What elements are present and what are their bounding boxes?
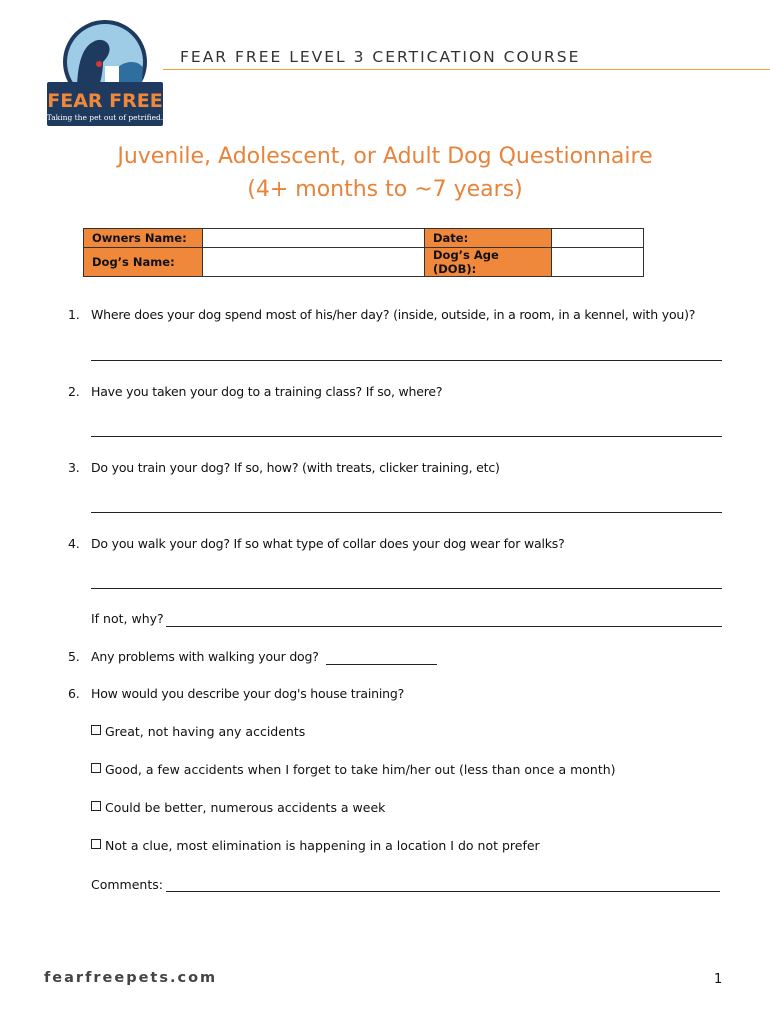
q4-followup-line[interactable] xyxy=(166,626,722,627)
answer-line-5[interactable] xyxy=(326,664,437,665)
date-field[interactable] xyxy=(552,229,644,248)
fear-free-logo xyxy=(47,18,163,130)
question-number: 2. xyxy=(68,384,80,399)
dogs-name-field[interactable] xyxy=(203,248,425,277)
comments-label: Comments: xyxy=(91,877,163,892)
question-number: 5. xyxy=(68,649,80,664)
question-text: Do you train your dog? If so, how? (with treats, clicker training, etc) xyxy=(91,460,500,475)
option-label: Good, a few accidents when I forget to take him/her out (less than once a month) xyxy=(105,762,616,777)
checkbox-icon[interactable] xyxy=(91,763,101,773)
answer-line-1[interactable] xyxy=(91,360,722,361)
question-6 xyxy=(68,686,404,701)
dogs-name-label: Dog’s Name: xyxy=(84,248,203,277)
checkbox-icon[interactable] xyxy=(91,801,101,811)
comments-line[interactable] xyxy=(166,891,720,892)
question-text: Do you walk your dog? If so what type of collar does your dog wear for walks? xyxy=(91,536,565,551)
table-row xyxy=(84,229,644,248)
footer-website: fearfreepets.com xyxy=(44,970,218,986)
document-subtitle: (4+ months to ~7 years) xyxy=(247,177,523,202)
checkbox-icon[interactable] xyxy=(91,725,101,735)
option-good[interactable] xyxy=(91,762,616,777)
option-label: Great, not having any accidents xyxy=(105,724,306,739)
course-title: FEAR FREE LEVEL 3 CERTICATION COURSE xyxy=(180,48,581,66)
question-text: Have you taken your dog to a training class? If so, where? xyxy=(91,384,443,399)
page-number: 1 xyxy=(714,972,723,987)
header-divider xyxy=(163,69,770,70)
document-title: Juvenile, Adolescent, or Adult Dog Questionnaire xyxy=(117,144,653,169)
dogs-age-field[interactable] xyxy=(552,248,644,277)
option-could-be-better[interactable] xyxy=(91,800,385,815)
question-text: How would you describe your dog's house training? xyxy=(91,686,405,701)
logo-tagline: Taking the pet out of petrified. xyxy=(47,113,163,122)
dogs-age-label: Dog’s Age (DOB): xyxy=(425,248,552,277)
option-label: Could be better, numerous accidents a week xyxy=(105,800,386,815)
question-number: 3. xyxy=(68,460,80,475)
question-5 xyxy=(68,649,319,664)
table-row xyxy=(84,248,644,277)
question-4 xyxy=(68,536,565,551)
answer-line-3[interactable] xyxy=(91,512,722,513)
logo-text: FEAR FREE xyxy=(47,90,163,112)
question-text: Any problems with walking your dog? xyxy=(91,649,319,664)
owner-info-table xyxy=(83,228,644,277)
question-number: 4. xyxy=(68,536,80,551)
option-great[interactable] xyxy=(91,724,305,739)
question-2 xyxy=(68,384,442,399)
option-label: Not a clue, most elimination is happening in a location I do not prefer xyxy=(105,838,540,853)
question-number: 6. xyxy=(68,686,80,701)
q4-followup-label: If not, why? xyxy=(91,611,164,626)
question-3 xyxy=(68,460,500,475)
owners-name-field[interactable] xyxy=(203,229,425,248)
checkbox-icon[interactable] xyxy=(91,839,101,849)
date-label: Date: xyxy=(425,229,552,248)
question-1 xyxy=(68,307,695,322)
question-text: Where does your dog spend most of his/her day? (inside, outside, in a room, in a kennel, with you)? xyxy=(91,307,696,322)
answer-line-2[interactable] xyxy=(91,436,722,437)
answer-line-4[interactable] xyxy=(91,588,722,589)
owners-name-label: Owners Name: xyxy=(84,229,203,248)
question-number: 1. xyxy=(68,307,80,322)
option-not-a-clue[interactable] xyxy=(91,838,540,853)
